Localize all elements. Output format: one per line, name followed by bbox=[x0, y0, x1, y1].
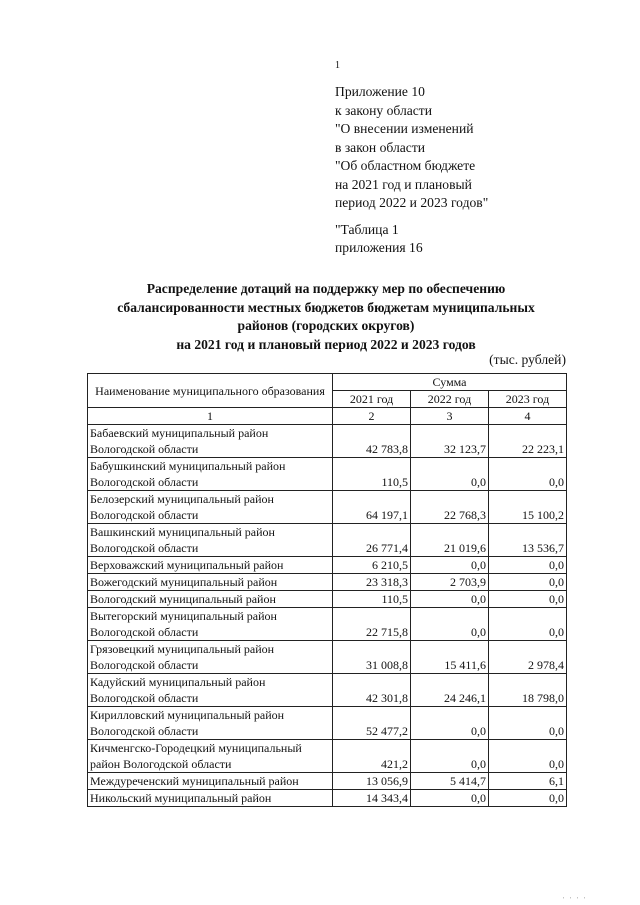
appendix-line: период 2022 и 2023 годов" bbox=[335, 195, 489, 210]
page-number: 1 bbox=[335, 60, 340, 71]
table-row bbox=[88, 773, 567, 790]
header-name: Наименование муниципального образования bbox=[88, 374, 333, 408]
municipality-name bbox=[88, 740, 333, 773]
amount-2022: 0,0 bbox=[411, 557, 489, 574]
municipality-name-line: Вологодской области bbox=[90, 625, 199, 639]
municipality-name-line: Вологодской области bbox=[90, 541, 199, 555]
amount-2021: 52 477,2 bbox=[333, 707, 411, 740]
amount-2021: 26 771,4 bbox=[333, 524, 411, 557]
amount-2022: 0,0 bbox=[411, 707, 489, 740]
municipality-name bbox=[88, 641, 333, 674]
amount-2023: 0,0 bbox=[488, 591, 566, 608]
municipality-name bbox=[88, 524, 333, 557]
title-line: на 2021 год и плановый период 2022 и 2023 годов bbox=[176, 336, 476, 352]
amount-2022: 0,0 bbox=[411, 458, 489, 491]
municipality-name bbox=[88, 674, 333, 707]
document-title bbox=[70, 280, 582, 354]
appendix-line: "Таблица 1 bbox=[335, 221, 399, 237]
appendix-block bbox=[335, 83, 488, 258]
municipality-name bbox=[88, 773, 333, 790]
municipality-name-line: Вологодской области bbox=[90, 475, 199, 489]
amount-2023: 6,1 bbox=[488, 773, 566, 790]
amount-2023: 0,0 bbox=[488, 790, 566, 807]
municipality-name-line: Вологодской области bbox=[90, 691, 199, 705]
header-year: 2021 год bbox=[333, 391, 411, 408]
table-row bbox=[88, 707, 567, 740]
table-row bbox=[88, 641, 567, 674]
amount-2022: 32 123,7 bbox=[411, 425, 489, 458]
table-row bbox=[88, 491, 567, 524]
amount-2023: 15 100,2 bbox=[488, 491, 566, 524]
amount-2021: 64 197,1 bbox=[333, 491, 411, 524]
municipality-name-line: Кадуйский муниципальный район bbox=[90, 675, 266, 689]
municipality-name-line: Кирилловский муниципальный район bbox=[90, 708, 285, 722]
amount-2021: 13 056,9 bbox=[333, 773, 411, 790]
municipality-name bbox=[88, 707, 333, 740]
table-row bbox=[88, 557, 567, 574]
municipality-name-line: Вожегодский муниципальный район bbox=[90, 575, 278, 589]
table-colnum-row bbox=[88, 408, 567, 425]
municipality-name bbox=[88, 790, 333, 807]
amount-2023: 13 536,7 bbox=[488, 524, 566, 557]
amount-2022: 0,0 bbox=[411, 740, 489, 773]
amount-2023: 0,0 bbox=[488, 740, 566, 773]
municipality-name-line: Кичменгско-Городецкий муниципальный bbox=[90, 741, 302, 755]
municipality-name-line: Никольский муниципальный район bbox=[90, 791, 272, 805]
header-year: 2022 год bbox=[411, 391, 489, 408]
municipality-name-line: Бабаевский муниципальный район bbox=[90, 426, 269, 440]
appendix-line: "Об областном бюджете bbox=[335, 158, 476, 173]
amount-2023: 22 223,1 bbox=[488, 425, 566, 458]
table-row bbox=[88, 790, 567, 807]
amount-2021: 110,5 bbox=[333, 458, 411, 491]
appendix-line: "О внесении изменений bbox=[335, 121, 474, 136]
table-row bbox=[88, 674, 567, 707]
municipality-name-line: Вологодской области bbox=[90, 508, 199, 522]
column-number: 2 bbox=[333, 408, 411, 425]
units-label: (тыс. рублей) bbox=[489, 352, 566, 367]
appendix-line: на 2021 год и плановый bbox=[335, 176, 472, 192]
column-number: 4 bbox=[488, 408, 566, 425]
amount-2022: 5 414,7 bbox=[411, 773, 489, 790]
table-row bbox=[88, 740, 567, 773]
scan-mark: ' ' ' ' bbox=[563, 896, 588, 904]
amount-2023: 0,0 bbox=[488, 574, 566, 591]
amount-2022: 0,0 bbox=[411, 591, 489, 608]
amount-2021: 110,5 bbox=[333, 591, 411, 608]
municipality-name-line: район Вологодской области bbox=[90, 757, 232, 771]
municipality-name bbox=[88, 608, 333, 641]
amount-2021: 14 343,4 bbox=[333, 790, 411, 807]
municipality-name-line: Междуреченский муниципальный район bbox=[90, 774, 299, 788]
table-row bbox=[88, 524, 567, 557]
table-row bbox=[88, 458, 567, 491]
appendix-line: в закон области bbox=[335, 139, 426, 155]
appendix-line: приложения 16 bbox=[335, 240, 423, 255]
title-line: районов (городских округов) bbox=[237, 318, 415, 333]
amount-2023: 0,0 bbox=[488, 557, 566, 574]
municipality-name bbox=[88, 574, 333, 591]
municipality-name bbox=[88, 458, 333, 491]
amount-2023: 0,0 bbox=[488, 458, 566, 491]
municipality-name-line: Вологодской области bbox=[90, 658, 199, 672]
header-sum: Сумма bbox=[333, 374, 567, 391]
subsidy-table bbox=[87, 373, 567, 807]
amount-2022: 22 768,3 bbox=[411, 491, 489, 524]
appendix-line: Приложение 10 bbox=[335, 84, 425, 99]
municipality-name-line: Бабушкинский муниципальный район bbox=[90, 459, 286, 473]
amount-2021: 6 210,5 bbox=[333, 557, 411, 574]
municipality-name-line: Вологодский муниципальный район bbox=[90, 592, 276, 606]
amount-2021: 42 301,8 bbox=[333, 674, 411, 707]
amount-2022: 0,0 bbox=[411, 790, 489, 807]
amount-2022: 0,0 bbox=[411, 608, 489, 641]
amount-2021: 23 318,3 bbox=[333, 574, 411, 591]
amount-2023: 18 798,0 bbox=[488, 674, 566, 707]
municipality-name bbox=[88, 491, 333, 524]
municipality-name bbox=[88, 425, 333, 458]
amount-2022: 15 411,6 bbox=[411, 641, 489, 674]
column-number: 1 bbox=[88, 408, 333, 425]
municipality-name-line: Вашкинский муниципальный район bbox=[90, 525, 275, 539]
header-year: 2023 год bbox=[488, 391, 566, 408]
table-header-row bbox=[88, 374, 567, 391]
table-row bbox=[88, 608, 567, 641]
amount-2023: 0,0 bbox=[488, 608, 566, 641]
table-row bbox=[88, 425, 567, 458]
amount-2021: 31 008,8 bbox=[333, 641, 411, 674]
title-line: сбалансированности местных бюджетов бюджетам муниципальных bbox=[117, 299, 535, 315]
amount-2023: 2 978,4 bbox=[488, 641, 566, 674]
municipality-name-line: Вологодской области bbox=[90, 442, 199, 456]
column-number: 3 bbox=[411, 408, 489, 425]
table-row bbox=[88, 591, 567, 608]
amount-2021: 421,2 bbox=[333, 740, 411, 773]
municipality-name-line: Вологодской области bbox=[90, 724, 199, 738]
title-line: Распределение дотаций на поддержку мер по обеспечению bbox=[146, 281, 506, 296]
appendix-line: к закону области bbox=[335, 102, 433, 118]
amount-2021: 22 715,8 bbox=[333, 608, 411, 641]
municipality-name-line: Верховажский муниципальный район bbox=[90, 558, 284, 572]
municipality-name-line: Грязовецкий муниципальный район bbox=[90, 642, 275, 656]
table-row bbox=[88, 574, 567, 591]
municipality-name bbox=[88, 591, 333, 608]
amount-2022: 2 703,9 bbox=[411, 574, 489, 591]
amount-2021: 42 783,8 bbox=[333, 425, 411, 458]
municipality-name-line: Белозерский муниципальный район bbox=[90, 492, 274, 506]
amount-2023: 0,0 bbox=[488, 707, 566, 740]
municipality-name-line: Вытегорский муниципальный район bbox=[90, 609, 277, 623]
amount-2022: 21 019,6 bbox=[411, 524, 489, 557]
municipality-name bbox=[88, 557, 333, 574]
amount-2022: 24 246,1 bbox=[411, 674, 489, 707]
